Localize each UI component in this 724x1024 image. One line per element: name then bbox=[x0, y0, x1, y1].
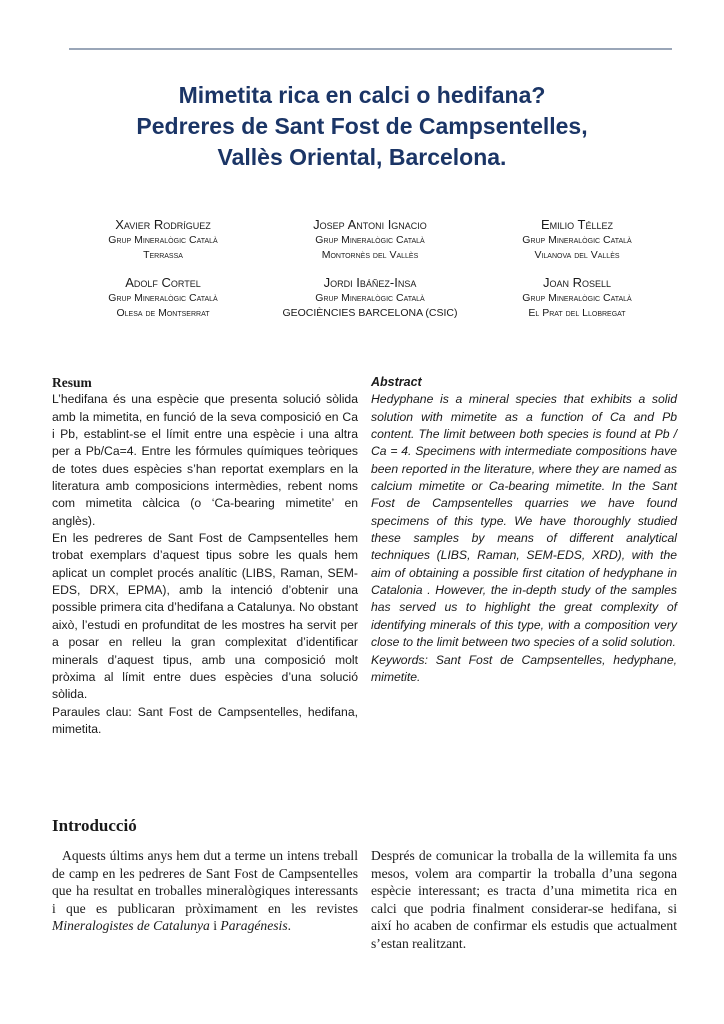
author-block bbox=[474, 274, 680, 321]
author-name: Xavier Rodríguez bbox=[115, 217, 211, 232]
journal-title: Mineralogistes de Catalunya bbox=[52, 918, 210, 934]
journal-title: Paragénesis bbox=[220, 918, 288, 934]
author-place: El Prat del Llobregat bbox=[528, 307, 626, 319]
resum-section bbox=[52, 374, 358, 738]
abstract-heading: Abstract bbox=[371, 375, 422, 389]
author-row-2 bbox=[60, 274, 680, 321]
author-group: Grup Mineralògic Català bbox=[522, 234, 632, 246]
introduction-paragraph: Després de comunicar la troballa de la willemita fa uns mesos, volem ara compartir la troballa d’una segona espècie interessant; es tracta d’una mimetita rica en calci que podria finalment considerar-se hedifana, si així ho acaben de confirmar els estudis que actualment s’estan realitzant. bbox=[371, 848, 677, 951]
author-name: Joan Rosell bbox=[542, 275, 612, 290]
resum-paragraph: L’hedifana és una espècie que presenta solució sòlida amb la mimetita, en funció de la seva composició en Ca i Pb, establint-se el límit entre una espècie i una altra per a Pb/Ca=4. Entre les fórmules químiques teòriques de totes dues espècies s’han reportat exemplars en la literatura amb composicions intermèdies, rebent noms com mimetita càlcica (o ‘Ca-bearing mimetite’ en anglès). bbox=[52, 392, 358, 528]
resum-heading: Resum bbox=[52, 375, 92, 390]
author-group: Grup Mineralògic Català bbox=[315, 234, 425, 246]
author-name: Jordi Ibáñez-Insa bbox=[323, 275, 417, 290]
author-block bbox=[60, 274, 266, 321]
author-place: Vilanova del Vallès bbox=[534, 249, 620, 261]
author-place: GEOCIÈNCIES BARCELONA (CSIC) bbox=[282, 307, 458, 319]
author-group: Grup Mineralògic Català bbox=[522, 292, 632, 304]
author-list bbox=[60, 216, 680, 332]
author-name: Emilio Téllez bbox=[540, 217, 613, 232]
title-line-3: Vallès Oriental, Barcelona. bbox=[217, 144, 507, 170]
author-name: Adolf Cortel bbox=[125, 275, 201, 290]
author-block bbox=[60, 216, 266, 263]
resum-paragraph: En les pedreres de Sant Fost de Campsentelles hem trobat exemplars d’aquest tipus sobre les quals hem aplicat un complet procés analític (LIBS, Raman, SEM-EDS, DRX, EPMA), amb la intenció d’obtenir una possible primera cita d’hedifana a Catalunya. No obstant això, l’estudi en profunditat de les mostres ha servit per a posar en relleu la gran complexitat d’identificar minerals d’aquest tipus, amb una composició molt pròxima al límit entre dues espècies d’una solució sòlida. bbox=[52, 531, 358, 702]
abstract-section bbox=[371, 374, 677, 686]
author-group: Grup Mineralògic Català bbox=[108, 234, 218, 246]
author-name: Josep Antoni Ignacio bbox=[313, 217, 427, 232]
introduction-heading: Introducció bbox=[52, 816, 137, 835]
resum-keywords: Paraules clau: Sant Fost de Campsentelles, hedifana, mimetita. bbox=[52, 704, 358, 736]
title-line-2: Pedreres de Sant Fost de Campsentelles, bbox=[136, 113, 588, 139]
author-place: Terrassa bbox=[143, 249, 183, 261]
author-block bbox=[267, 216, 473, 263]
title-line-1: Mimetita rica en calci o hedifana? bbox=[178, 82, 546, 108]
header-rule bbox=[69, 48, 672, 50]
intro-end: . bbox=[287, 918, 292, 934]
intro-connector: i bbox=[209, 918, 221, 934]
author-group: Grup Mineralògic Català bbox=[108, 292, 218, 304]
author-place: Montornès del Vallès bbox=[321, 249, 419, 261]
author-row-1 bbox=[60, 216, 680, 263]
introduction-left-column bbox=[52, 847, 358, 935]
author-block bbox=[267, 274, 473, 321]
introduction-right-column bbox=[371, 847, 677, 953]
author-block bbox=[474, 216, 680, 263]
introduction-paragraph bbox=[52, 847, 358, 935]
abstract-paragraph: Hedyphane is a mineral species that exhibits a solid solution with mimetite as a function of Ca and Pb content. The limit between both species is found at Pb / Ca = 4. Specimens with intermediate compositions have been reported in the literature, where they are named as calcium mimetite or Ca-bearing mimetite. In the Sant Fost de Campsentelles quarries we have found specimens of this type. We have thoroughly studied these samples by means of different analytical techniques (LIBS, Raman, SEM-EDS, XRD), with the aim of obtaining a possible first citation of hedyphane in Catalonia . However, the in-depth study of the samples has served us to highlight the great complexity of identifying minerals of this type, with a composition very close to the limit between two species of a solid solution. bbox=[371, 392, 677, 650]
article-title bbox=[0, 80, 724, 173]
author-group: Grup Mineralògic Català bbox=[315, 292, 425, 304]
intro-text: Aquests últims anys hem dut a terme un intens treball de camp en les pedreres de Sant Fost de Campsentelles que ha resultat en troballes mineralògiques interessants i que es publicaran pròximament en les revistes bbox=[52, 848, 358, 916]
abstract-keywords: Keywords: Sant Fost de Campsentelles, hedyphane, mimetite. bbox=[371, 652, 677, 684]
author-place: Olesa de Montserrat bbox=[116, 307, 210, 319]
